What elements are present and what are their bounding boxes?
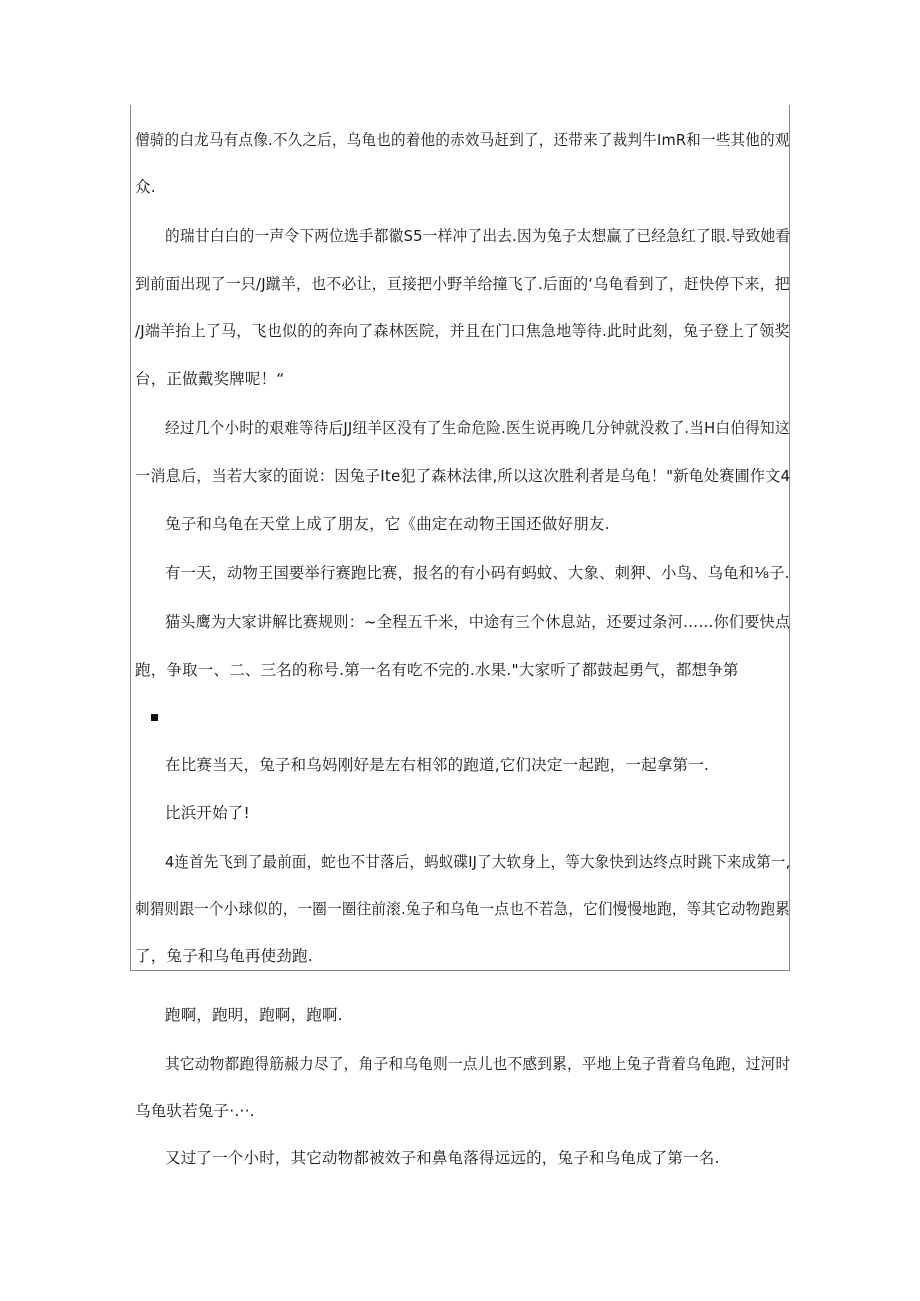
- paragraph-line: 在比赛当天，兔子和乌妈刚好是左右相邻的跑道,它们决定一起跑，一起拿第一.: [165, 756, 710, 774]
- paragraph-line: 台，正做戴奖牌呢！“: [135, 370, 285, 388]
- paragraph-line: 僧骑的白龙马有点像.不久之后，乌龟也的着他的赤效马赶到了，还带来了裁判牛ImR和一些其他的观: [135, 131, 790, 149]
- paragraph-line: 了，兔子和乌龟再使劲跑.: [135, 947, 313, 965]
- paragraph-line: 猫头鹰为大家讲解比赛规则：~全程五千米，中途有三个休息站，还要过条河……你们要快点: [165, 613, 791, 631]
- paragraph-line: 有一天，动物王国要举行赛跑比赛，报名的有小码有蚂蚊、大象、刺狎、小鸟、乌龟和⅛子.: [165, 564, 790, 582]
- paragraph-line: 跑，争取一、二、三名的称号.第一名有吃不完的.水果."大家听了都鼓起勇气，都想争第: [135, 661, 739, 679]
- paragraph-line: 经过几个小时的艰难等待后JJ纽羊区没有了生命危险.医生说再晚几分钟就没救了.当H白伯得知这: [165, 419, 790, 437]
- paragraph-line: 刺猬则跟一个小球似的，一圈一圈往前滚.兔子和乌龟一点也不若急，它们慢慢地跑，等其它动物跑累: [135, 900, 790, 918]
- paragraph-line: 比浜开始了!: [165, 804, 250, 822]
- paragraph-line: 跑啊，跑明，跑啊，跑啊.: [165, 1006, 343, 1024]
- paragraph-line: 的瑞甘白白的一声令下两位选手都徽S5一样冲了出去.因为兔子太想赢了已经急红了眼.导致她看: [165, 227, 791, 245]
- paragraph-line: /J端羊抬上了马，飞也似的的奔向了森林医院，并且在门口焦急地等待.此时此刻，兔子登上了领奖: [135, 322, 790, 340]
- paragraph-line: 兔子和乌龟在天堂上成了朋友，它《曲定在动物王国还做好朋友.: [165, 515, 610, 533]
- paragraph-line: 一消息后，当若大家的面说：因兔子Ite犯了森林法律,所以这次胜利者是乌龟！"新龟处赛圃作文4: [135, 467, 791, 485]
- paragraph-line: 其它动物都跑得筋赧力尽了，角子和乌龟则一点儿也不感到累，平地上兔子背着乌龟跑，过河时: [165, 1055, 791, 1073]
- paragraph-line: 乌龟驮若兔子·.··.: [135, 1102, 255, 1120]
- paragraph-line: 众.: [135, 178, 156, 196]
- paragraph-line: 4连首先飞到了最前面，蛇也不甘落后，蚂蚁碟IJ了大软身上，等大象快到达终点时跳下来成第一,: [165, 853, 791, 871]
- paragraph-line: 到前面出现了一只/J蹴羊，也不必让，亘接把小野羊给撞飞了.后面的‘乌龟看到了，赶快停下来，把: [135, 275, 790, 293]
- bullet-mark: [151, 714, 158, 721]
- paragraph-line: 又过了一个小时，其它动物都被效子和鼻龟落得远远的，兔子和乌龟成了第一名.: [165, 1149, 720, 1167]
